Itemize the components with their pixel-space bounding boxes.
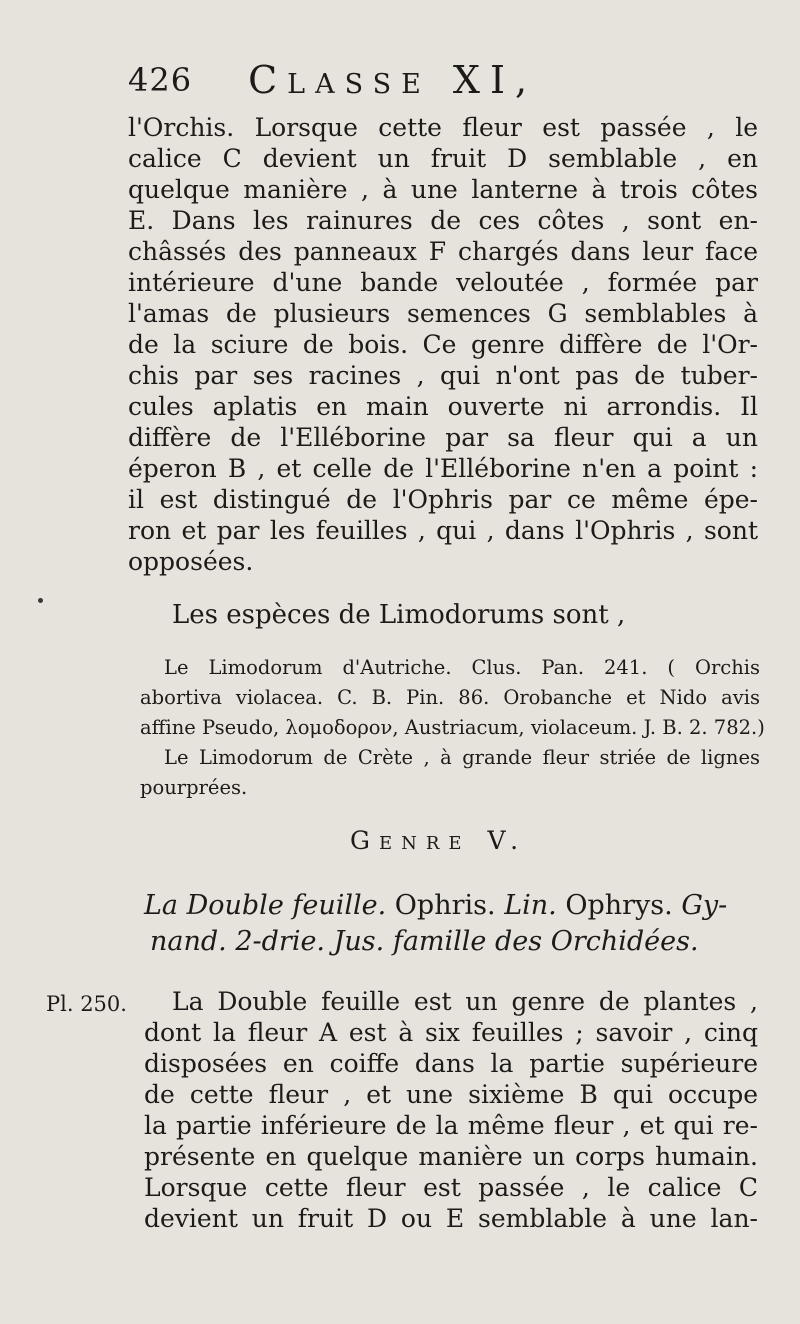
running-title: Classe XI, [248, 58, 538, 102]
genus-family: nand. 2-drie. Jus. famille des Orchidées. [150, 926, 699, 957]
genus-title-line [144, 888, 760, 924]
text-line: l'Orchis. Lorsque cette fleur est passée , le [128, 113, 758, 142]
genus-class: Gy- [681, 890, 728, 921]
text-line: la partie inférieure de la même fleur , et qui re- [144, 1111, 758, 1140]
plate-reference: Pl. 250. [46, 992, 127, 1016]
text-line: intérieure d'une bande veloutée , formée par [128, 268, 758, 297]
text-line: disposées en coiffe dans la partie supérieure [144, 1049, 758, 1078]
text-line: dont la fleur A est à six feuilles ; savoir , cinq [144, 1018, 758, 1047]
text-line: La Double feuille est un genre de plantes , [172, 987, 758, 1016]
species-entry-line: Le Limodorum de Crète , à grande fleur striée de lignes [164, 746, 760, 769]
running-header [128, 56, 598, 104]
text-line: éperon B , et celle de l'Elléborine n'en a point : [128, 454, 758, 483]
text-line: de la sciure de bois. Ce genre diffère de l'Or- [128, 330, 758, 359]
text-line: chis par ses racines , qui n'ont pas de tuber- [128, 361, 758, 390]
margin-spot [38, 598, 43, 603]
text-line: quelque manière , à une lanterne à trois côtes [128, 175, 758, 204]
species-heading: Les espèces de Limodorums sont , [172, 600, 626, 630]
paragraph-double-feuille [144, 986, 758, 1234]
genus-authority: Lin. [504, 890, 557, 921]
genus-latin-name: Ophris. [386, 890, 505, 921]
text-line: châssés des panneaux F chargés dans leur face [128, 237, 758, 266]
text-line: devient un fruit D ou E semblable à une lan- [144, 1204, 758, 1233]
text-line: diffère de l'Elléborine par sa fleur qui a un [128, 423, 758, 452]
species-entry-line: abortiva violacea. C. B. Pin. 86. Orobanche et Nido avis [140, 686, 760, 709]
genus-alt-name: Ophrys. [556, 890, 682, 921]
text-line: ron et par les feuilles , qui , dans l'Ophris , sont [128, 516, 758, 545]
species-entry-line: pourprées. [140, 776, 248, 799]
species-entry-line: Le Limodorum d'Autriche. Clus. Pan. 241. ( Orchis [164, 656, 760, 679]
text-line: présente en quelque manière un corps humain. [144, 1142, 758, 1171]
page-number: 426 [128, 61, 193, 99]
text-line: E. Dans les rainures de ces côtes , sont en- [128, 206, 758, 235]
genus-title-line [144, 924, 760, 960]
species-entry-line: affine Pseudo, λομοδορον, Austriacum, violaceum. J. B. 2. 782.) [140, 716, 765, 739]
paragraph-limodorum-description [128, 112, 758, 577]
genre-heading: Genre V. [350, 826, 528, 855]
text-line: calice C devient un fruit D semblable , en [128, 144, 758, 173]
genus-common-name: La Double feuille. [144, 890, 387, 921]
text-line: de cette fleur , et une sixième B qui occupe [144, 1080, 758, 1109]
text-line: Lorsque cette fleur est passée , le calice C [144, 1173, 758, 1202]
text-line: il est distingué de l'Ophris par ce même épe- [128, 485, 758, 514]
genus-title [144, 888, 760, 960]
text-line: cules aplatis en main ouverte ni arrondis. Il [128, 392, 758, 421]
species-list [140, 653, 765, 803]
text-line: opposées. [128, 547, 254, 576]
text-line: l'amas de plusieurs semences G semblables à [128, 299, 758, 328]
